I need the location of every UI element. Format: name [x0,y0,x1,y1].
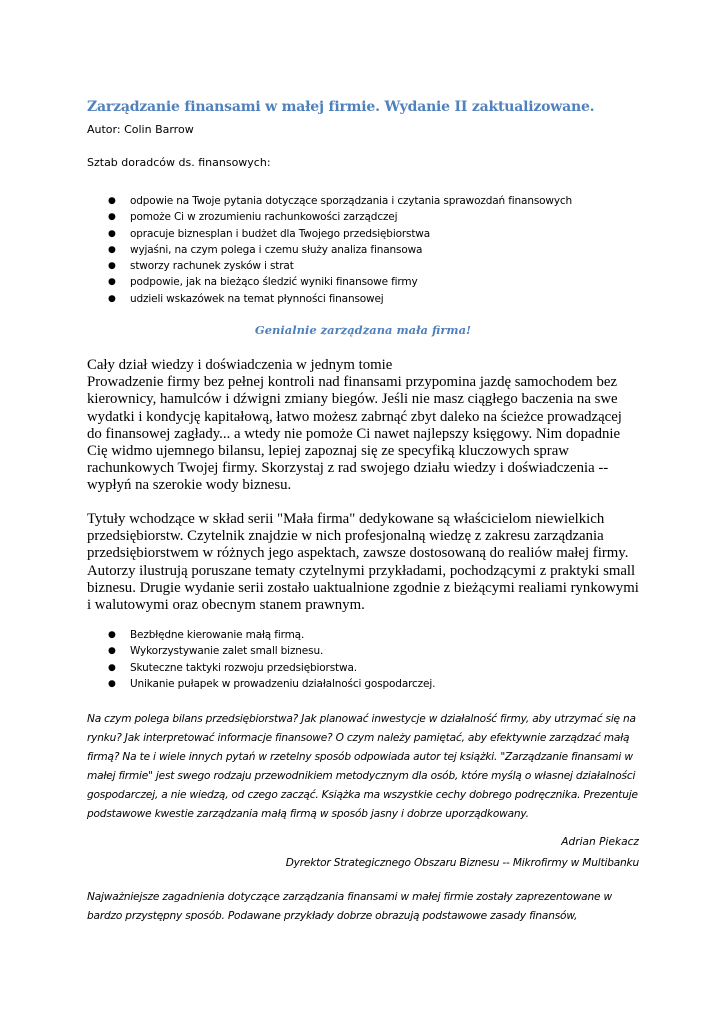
bullet-icon: ● [108,678,116,689]
bullet-icon: ● [108,244,116,255]
staff-heading: Sztab doradców ds. finansowych: [87,156,271,169]
list-item: ● stworzy rachunek zysków i strat [87,258,647,274]
description-paragraph-2: Tytuły wchodzące w skład serii "Mała firma" dedykowane są właścicielom niewielkich przedsiębiorstw. Czytelnik znajdzie w nich profesjonalną wiedzę z zakresu zarządzania przedsiębiorstwem w różnych jego aspektach, zawsze dostosowaną do realiów małej firmy. Autorzy ilustrują poruszane tematy czytelnymi przykładami, pochodzącymi z praktyki small biznesu. Drugie wydanie serii zostało uaktualnione zgodnie z bieżącymi realiami rynkowymi i walutowymi oraz obecnym stanem prawnym. [87,511,639,614]
tagline: Genialnie zarządzana mała firma! [254,323,472,337]
bullet-icon: ● [108,662,116,673]
list-item: ● Bezbłędne kierowanie małą firmą. [87,627,647,643]
closing-paragraph: Najważniejsze zagadnienia dotyczące zarządzania finansami w małej firmie zostały zaprezentowane w bardzo przystępny sposób. Podawane przykłady dobrze obrazują podstawowe zasady finansów, [87,891,612,922]
list-item: ● Unikanie pułapek w prowadzeniu działalności gospodarczej. [87,676,647,692]
staff-list [87,193,647,307]
list-item: ● udzieli wskazówek na temat płynności finansowej [87,291,647,307]
book-title: Zarządzanie finansami w małej firmie. Wydanie II zaktualizowane. [87,99,595,115]
list-item: ● wyjaśni, na czym polega i czemu służy analiza finansowa [87,242,647,258]
list-item: ● opracuje biznesplan i budżet dla Twojego przedsiębiorstwa [87,226,647,242]
review-quote: Na czym polega bilans przedsiębiorstwa? Jak planować inwestycje w działalność firmy, aby utrzymać się na rynku? Jak interpretować informacje finansowe? O czym należy pamiętać, aby efektywnie zarządzać małą firmą? Na te i wiele innych pytań w rzetelny sposób odpowiada autor tej książki. "Zarządzanie finansami w małej firmie" jest swego rodzaju przewodnikiem metodycznym dla osób, które myślą o własnej działalności gospodarczej, a nie wiedzą, od czego zacząć. Książka ma wszystkie cechy dobrego podręcznika. Prezentuje podstawowe kwestie zarządzania małą firmą w sposób jasny i dobrze uporządkowany. [87,713,638,820]
reviewer-title: Dyrektor Strategicznego Obszaru Biznesu -- Mikrofirmy w Multibanku [285,857,639,869]
bullet-icon: ● [108,293,116,304]
bullet-icon: ● [108,261,116,272]
list-item: ● pomoże Ci w zrozumieniu rachunkowości zarządczej [87,209,647,225]
list-item: ● odpowie na Twoje pytania dotyczące sporządzania i czytania sprawozdań finansowych [87,193,647,209]
series-list [87,627,647,692]
paragraph-title: Cały dział wiedzy i doświadczenia w jednym tomie [87,357,393,373]
list-item: ● podpowie, jak na bieżąco śledzić wyniki finansowe firmy [87,274,647,290]
bullet-icon: ● [108,277,116,288]
paragraph-body: Prowadzenie firmy bez pełnej kontroli nad finansami przypomina jazdę samochodem bez kierownicy, hamulców i dźwigni zmiany biegów. Jeśli nie masz ciągłego baczenia na swe wydatki i kondycję kapitałową, łatwo możesz zabrnąć zbyt daleko na ścieżce prowadzącej do finansowej zagłady... a wtedy nie pomoże Ci nawet najlepszy księgowy. Nim dopadnie Cię widmo ujemnego bilansu, lepiej zapoznaj się ze specyfiką kluczowych spraw rachunkowych Twojej firmy. Skorzystaj z rad swojego działu wiedzy i doświadczenia -- wypłyń na szerokie wody biznesu. [87,374,622,494]
bullet-icon: ● [108,646,116,657]
bullet-icon: ● [108,212,116,223]
list-item: ● Wykorzystywanie zalet small biznesu. [87,643,647,659]
bullet-icon: ● [108,228,116,239]
list-item: ● Skuteczne taktyki rozwoju przedsiębiorstwa. [87,660,647,676]
reviewer-name: Adrian Piekacz [561,836,639,848]
bullet-icon: ● [108,196,116,206]
author-line: Autor: Colin Barrow [87,123,194,136]
description-paragraph-1 [87,357,639,495]
bullet-icon: ● [108,630,116,640]
